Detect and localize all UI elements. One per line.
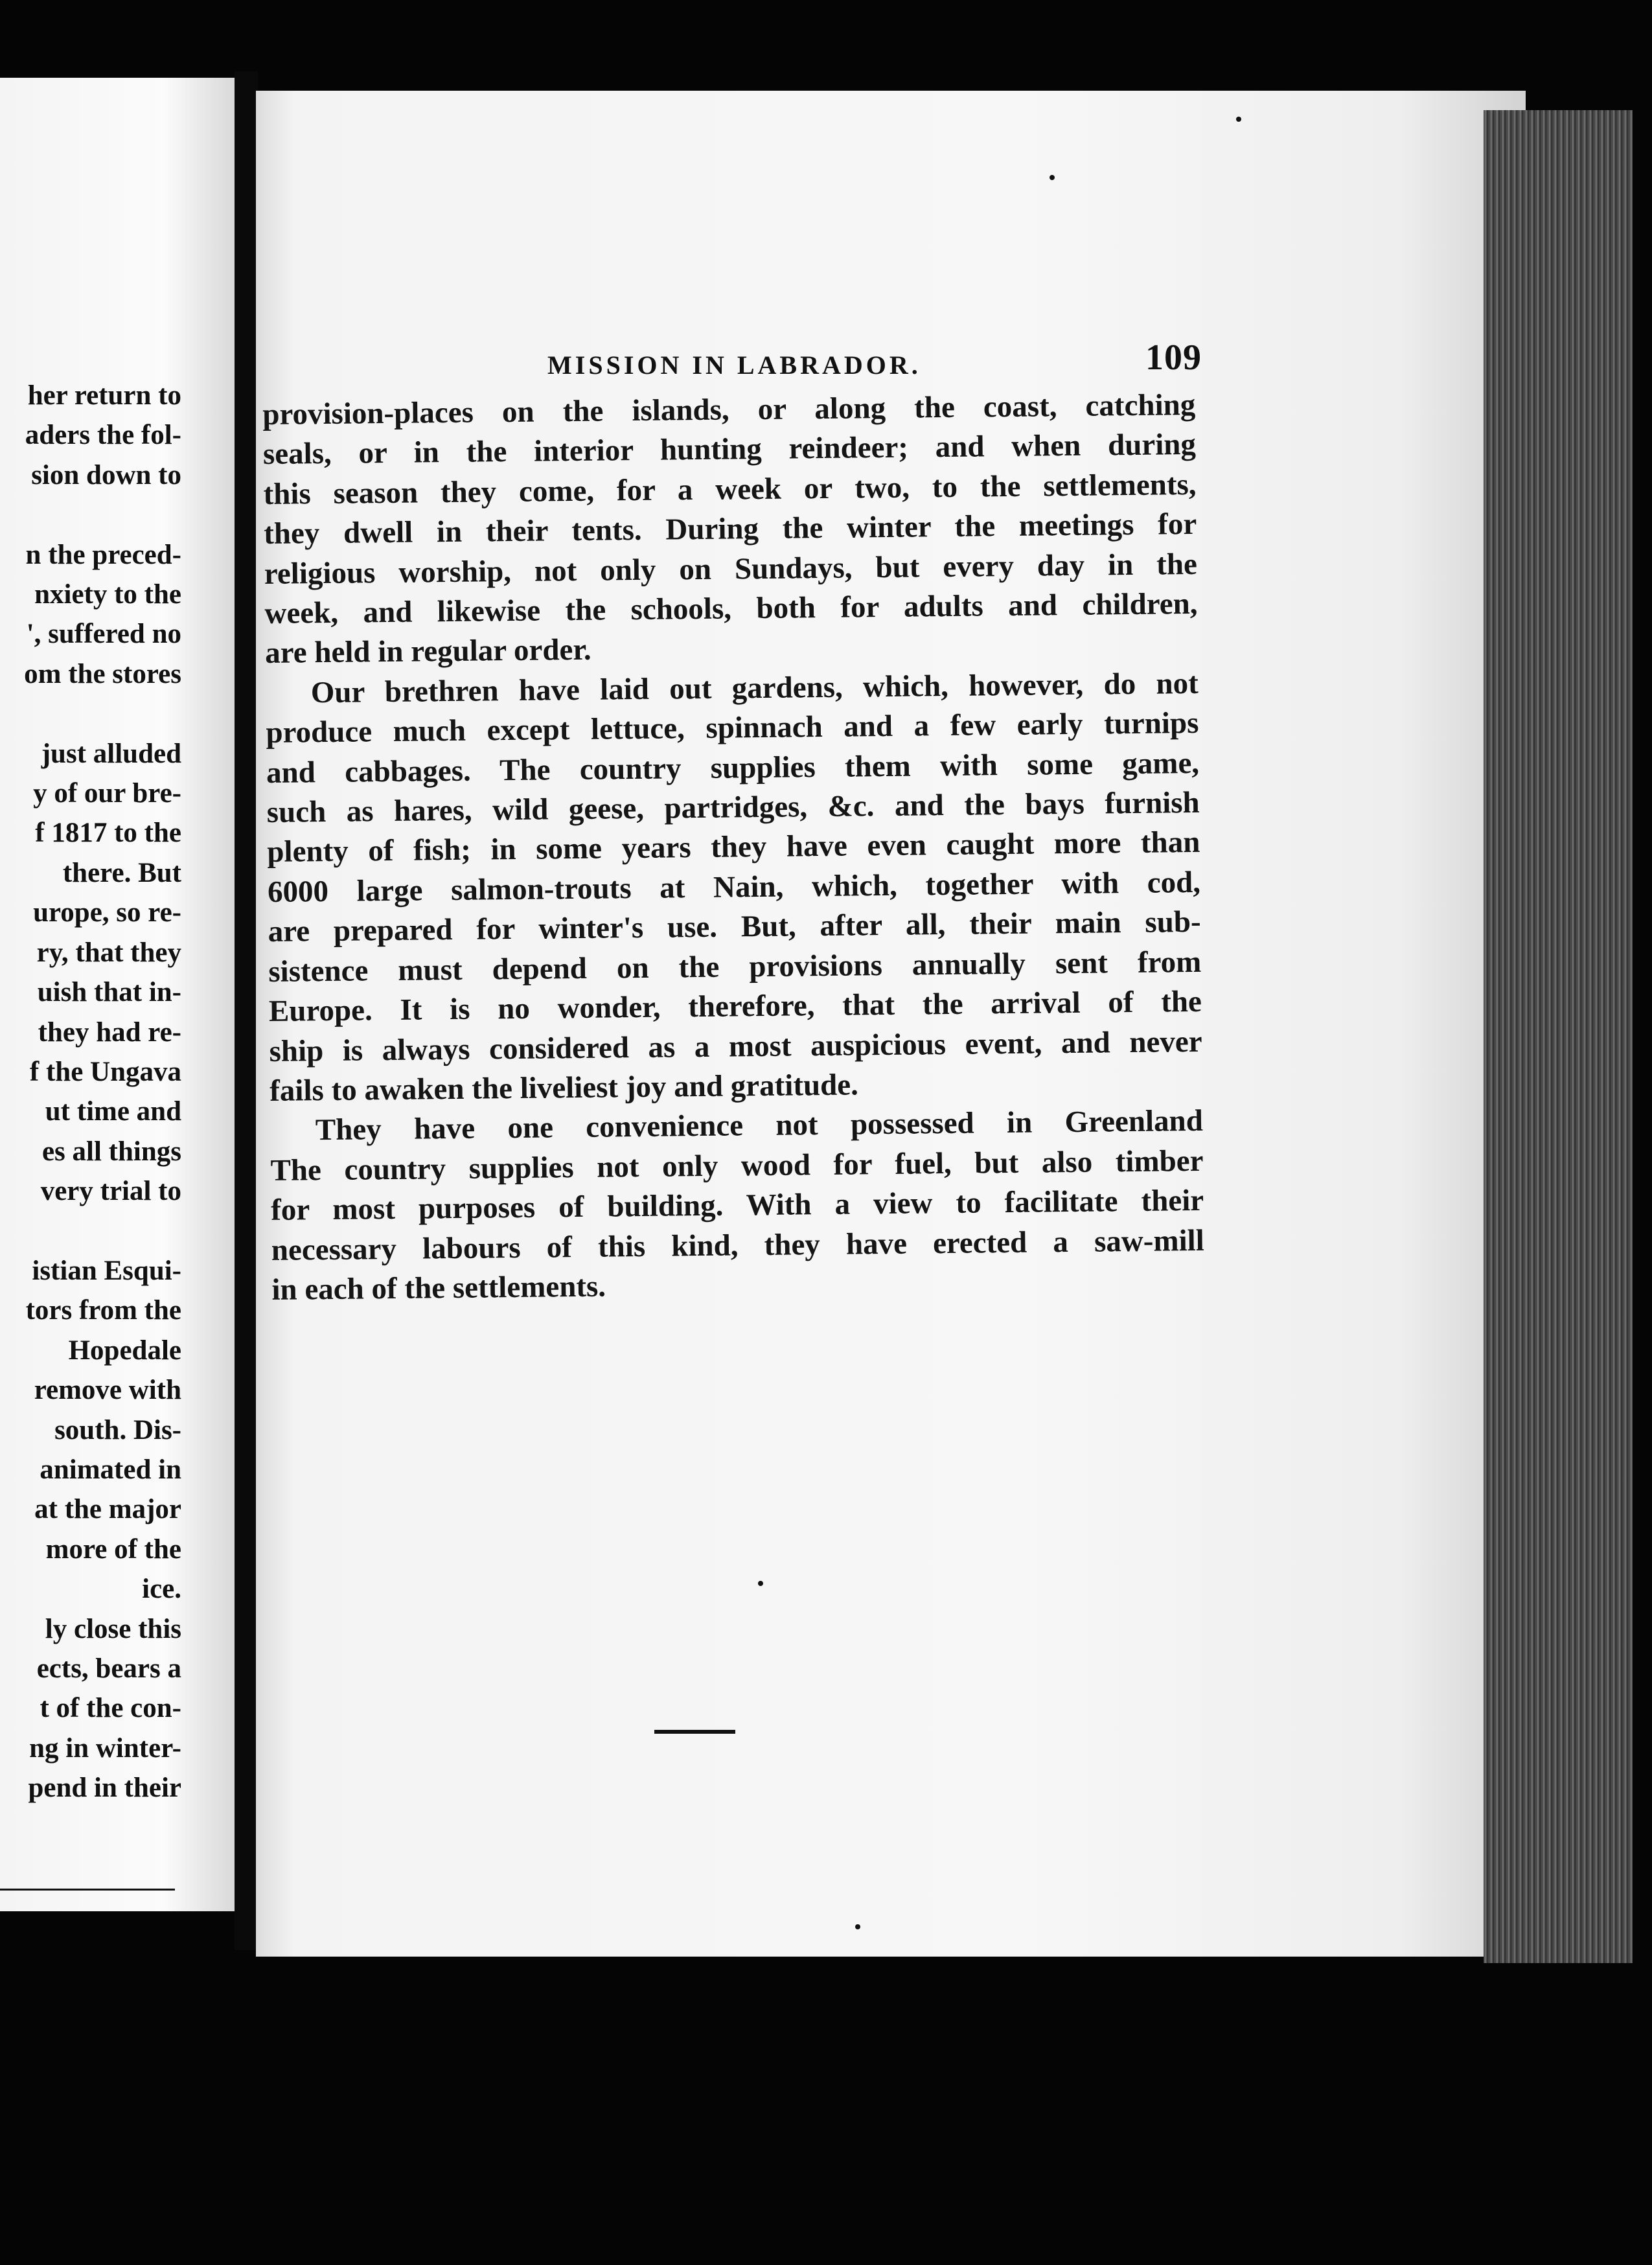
body-line: fails to awaken the liveliest joy and gratitude.	[269, 1068, 859, 1108]
book-gutter	[235, 71, 258, 1950]
footnote-rule	[0, 1889, 175, 1891]
left-page-line	[0, 694, 181, 733]
left-page-line: at the major	[34, 1494, 181, 1525]
body-line: they dwell in their tents. During the winter the meetings for	[263, 507, 1197, 551]
body-text	[262, 385, 1205, 1310]
ink-speck	[1236, 117, 1241, 122]
left-page-line: ng in winter-	[29, 1732, 181, 1764]
left-page-line: animated in	[40, 1454, 181, 1485]
ink-speck	[855, 1924, 860, 1929]
left-page-line: remove with	[34, 1375, 181, 1406]
left-page-line: sion down to	[31, 459, 181, 490]
left-page-line: aders the fol-	[25, 420, 181, 451]
body-line: Our brethren have laid out gardens, which, however, do not	[310, 666, 1199, 710]
left-page-line: ', suffered no	[26, 619, 181, 650]
body-line: ship is always considered as a most auspicious event, and never	[269, 1024, 1202, 1068]
left-page-line: om the stores	[24, 658, 181, 689]
body-line: They have one convenience not possessed in Greenland	[315, 1104, 1204, 1147]
left-page	[0, 78, 235, 1911]
ink-speck	[758, 1581, 763, 1586]
body-line: are held in regular order.	[264, 633, 591, 671]
left-page-line: ry, that they	[36, 937, 181, 968]
body-line: in each of the settlements.	[271, 1269, 606, 1307]
running-head-title: MISSION IN LABRADOR.	[547, 351, 921, 380]
left-page-line: Hopedale	[68, 1335, 181, 1366]
left-page-line: tors from the	[25, 1295, 181, 1326]
left-page-line: f 1817 to the	[35, 818, 181, 849]
end-of-chapter-dash	[654, 1730, 735, 1734]
body-line: for most purposes of building. With a view to facilitate their	[270, 1183, 1204, 1228]
left-page-line: t of the con-	[40, 1693, 181, 1724]
body-line: produce much except lettuce, spinnach and a few early turnips	[266, 706, 1199, 750]
body-line: week, and likewise the schools, both for adults and children,	[264, 586, 1198, 631]
left-page-line: ice.	[142, 1574, 181, 1605]
left-page-line: very trial to	[40, 1176, 181, 1207]
body-line: plenty of fish; in some years they have even caught more than	[267, 825, 1200, 869]
left-page-line: just alluded	[41, 738, 181, 769]
left-page-line	[0, 1212, 181, 1251]
body-line: 6000 large salmon-trouts at Nain, which, together with cod,	[267, 865, 1201, 909]
left-page-line: urope, so re-	[33, 897, 181, 928]
left-page-line: ut time and	[45, 1096, 181, 1127]
body-line: sistence must depend on the provisions annually sent from	[268, 945, 1202, 989]
left-page-line: y of our bre-	[33, 778, 181, 809]
body-line: are prepared for winter's use. But, after all, their main sub-	[268, 905, 1201, 949]
left-page-line: nxiety to the	[34, 579, 181, 610]
body-line: seals, or in the interior hunting reindeer; and when during	[262, 428, 1197, 472]
body-line: this season they come, for a week or two, to the settlements,	[263, 467, 1197, 511]
left-page-line	[0, 495, 181, 535]
body-line: religious worship, not only on Sundays, but every day in the	[264, 547, 1198, 591]
left-page-line: pend in their	[28, 1773, 181, 1804]
left-page-line: uish that in-	[37, 977, 181, 1008]
left-page-line: they had re-	[38, 1017, 181, 1048]
body-line: Europe. It is no wonder, therefore, that the arrival of the	[268, 984, 1202, 1029]
left-page-line: there. But	[62, 857, 181, 888]
left-page-text	[0, 376, 181, 1808]
left-page-line: istian Esqui-	[32, 1255, 181, 1286]
left-page-line: her return to	[27, 380, 181, 411]
body-line: and cabbages. The country supplies them with some game,	[266, 746, 1200, 790]
left-page-line: ects, bears a	[36, 1653, 181, 1684]
right-page-content	[262, 337, 1205, 1310]
page-edge	[1484, 110, 1633, 1963]
body-line: necessary labours of this kind, they have erected a saw-mill	[271, 1223, 1205, 1267]
left-page-line: es all things	[41, 1136, 181, 1167]
left-page-line: more of the	[45, 1534, 181, 1565]
left-page-line: south. Dis-	[54, 1414, 181, 1445]
body-line: provision-places on the islands, or along the coast, catching	[262, 387, 1196, 431]
body-line: such as hares, wild geese, partridges, &c. and the bays furnish	[266, 785, 1200, 830]
left-page-line: n the preced-	[25, 539, 181, 570]
ink-speck	[1050, 175, 1055, 180]
page-number: 109	[1145, 338, 1202, 378]
left-page-line: f the Ungava	[29, 1056, 181, 1087]
left-page-line: ly close this	[45, 1613, 181, 1644]
body-line: The country supplies not only wood for fuel, but also timber	[270, 1144, 1204, 1188]
